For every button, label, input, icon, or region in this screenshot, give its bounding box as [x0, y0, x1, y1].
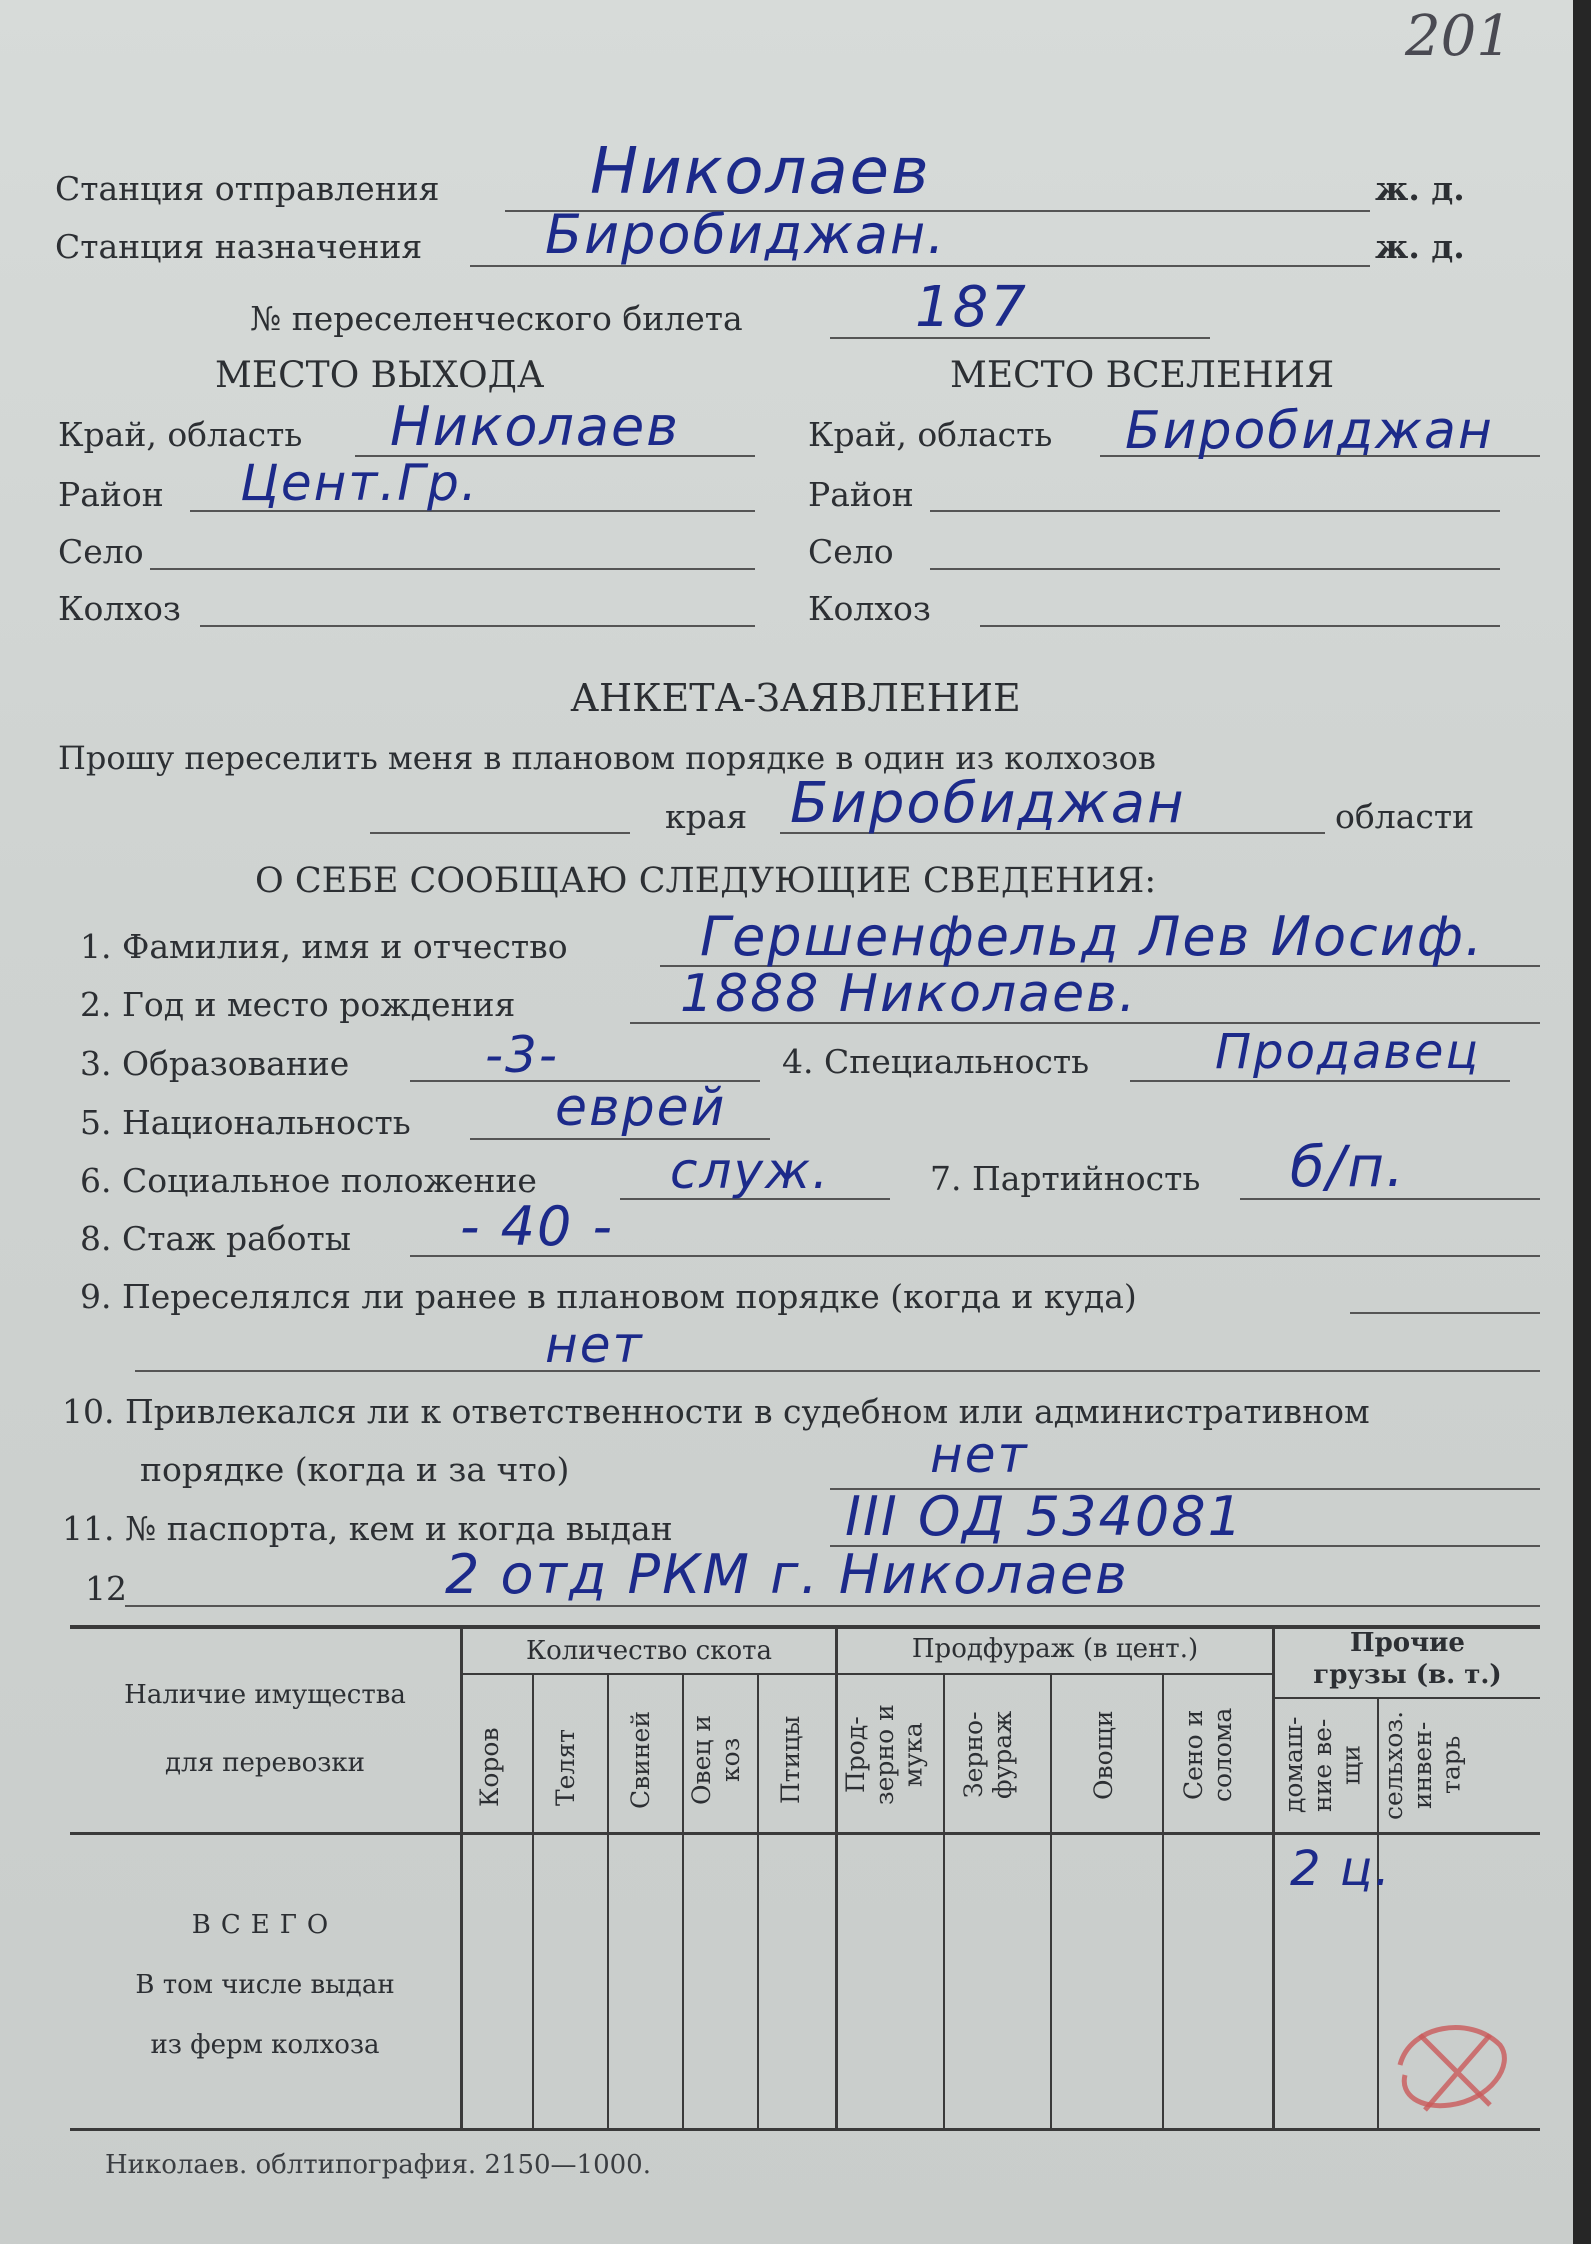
group-other-2: грузы (в. т.)	[1313, 1660, 1502, 1690]
household-value: 2 ц.	[1290, 1841, 1392, 1897]
field-4-underline	[1130, 1080, 1510, 1082]
issued-label-2: из ферм колхоза	[150, 2030, 380, 2060]
col-divider-6	[943, 1675, 945, 2130]
red-mark-stamp	[1380, 2005, 1530, 2125]
field-6-value: служ.	[670, 1142, 830, 1200]
request-line: Прошу переселить меня в плановом порядке в один из колхозов	[58, 739, 1156, 777]
field-12-label: 12	[85, 1569, 127, 1608]
page-edge	[1573, 0, 1591, 2244]
col-divider-3	[682, 1675, 684, 2130]
field-3-value: -3-	[485, 1026, 559, 1084]
field-9-label: 9. Переселялся ли ранее в плановом порядке (когда и куда)	[80, 1277, 1137, 1316]
field-5-underline	[470, 1138, 770, 1140]
col-divider-2	[607, 1675, 609, 2130]
col-divider-7	[1050, 1675, 1052, 2130]
col-pigs: Свиней	[626, 1711, 655, 1809]
origin-region-label: Край, область	[58, 415, 303, 454]
destination-region-value: Биробиджан	[1125, 401, 1494, 461]
destination-district-label: Район	[808, 475, 914, 514]
destination-kolkhoz-label: Колхоз	[808, 589, 931, 628]
oblast-label: области	[1335, 797, 1475, 836]
table-divider-fodder	[1272, 1625, 1275, 2130]
field-9-underline-1	[1350, 1312, 1540, 1314]
destination-village-underline	[930, 568, 1500, 570]
request-blank-underline	[370, 832, 630, 834]
col-grain-fodder: Зерно- фураж	[959, 1710, 1017, 1800]
table-divider-livestock	[835, 1625, 838, 2130]
field-8-value: - 40 -	[460, 1195, 615, 1258]
printer-footer: Николаев. облтипография. 2150—1000.	[105, 2150, 651, 2180]
field-10-label-2: порядке (когда и за что)	[140, 1450, 570, 1489]
destination-heading: МЕСТО ВСЕЛЕНИЯ	[950, 355, 1335, 396]
ticket-value: 187	[915, 275, 1028, 340]
col-sheep-goats: Овец и коз	[687, 1714, 745, 1806]
col-cows: Коров	[475, 1727, 504, 1808]
field-12-value: 2 отд РКМ г. Николаев	[445, 1543, 1129, 1606]
table-bottom-border	[70, 2128, 1540, 2131]
group-fodder: Продфураж (в цент.)	[911, 1634, 1199, 1664]
col-poultry: Птицы	[776, 1715, 805, 1805]
form-title: АНКЕТА-ЗАЯВЛЕНИЕ	[570, 676, 1021, 720]
field-4-value: Продавец	[1215, 1024, 1481, 1080]
field-11-label: 11. № паспорта, кем и когда выдан	[62, 1509, 673, 1548]
destination-value: Биробиджан.	[545, 203, 947, 266]
origin-district-value: Цент.Гр.	[240, 454, 479, 512]
origin-heading: МЕСТО ВЫХОДА	[215, 355, 545, 396]
issued-label-1: В том числе выдан	[135, 1970, 395, 2000]
field-9-underline-2	[135, 1370, 1540, 1372]
table-group-underline	[460, 1673, 1275, 1675]
about-heading: О СЕБЕ СООБЩАЮ СЛЕДУЮЩИЕ СВЕДЕНИЯ:	[255, 861, 1157, 901]
destination-kolkhoz-underline	[980, 625, 1500, 627]
col-farm-tools: сельхоз. инвен- тарь	[1379, 1710, 1466, 1820]
col-divider-8	[1162, 1675, 1164, 2130]
group-livestock: Количество скота	[525, 1636, 773, 1666]
kraya-label: края	[665, 797, 748, 836]
page-number: 201	[1405, 4, 1512, 69]
field-10-value: нет	[930, 1426, 1029, 1484]
col-divider-4	[757, 1675, 759, 2130]
destination-label: Станция назначения	[55, 227, 423, 266]
field-11-value: III ОД 534081	[845, 1485, 1244, 1548]
destination-district-underline	[930, 510, 1500, 512]
group-other-1: Прочие	[1350, 1628, 1465, 1658]
field-5-value: еврей	[555, 1078, 727, 1138]
field-2-label: 2. Год и место рождения	[80, 985, 516, 1024]
field-7-label: 7. Партийность	[930, 1159, 1201, 1198]
departure-value: Николаев	[590, 135, 931, 209]
departure-label: Станция отправления	[55, 169, 440, 208]
col-divider-1	[532, 1675, 534, 2130]
col-grain-flour: Прод- зерно и мука	[841, 1704, 928, 1806]
table-header-bottom-border	[70, 1832, 1540, 1835]
kraya-value: Биробиджан	[790, 771, 1186, 836]
col-hay-straw: Сено и солома	[1179, 1707, 1237, 1803]
destination-rail: ж. д.	[1375, 227, 1465, 266]
field-6-label: 6. Социальное положение	[80, 1161, 537, 1200]
destination-region-label: Край, область	[808, 415, 1053, 454]
field-2-value: 1888 Николаев.	[680, 964, 1138, 1024]
origin-village-underline	[150, 568, 755, 570]
field-4-label: 4. Специальность	[782, 1042, 1090, 1081]
origin-kolkhoz-label: Колхоз	[58, 589, 181, 628]
origin-region-value: Николаев	[390, 395, 681, 458]
total-label: ВСЕГО	[191, 1910, 339, 1940]
field-5-label: 5. Национальность	[80, 1103, 411, 1142]
departure-rail: ж. д.	[1375, 169, 1465, 208]
origin-village-label: Село	[58, 532, 144, 571]
field-1-label: 1. Фамилия, имя и отчество	[80, 927, 568, 966]
col-vegetables: Овощи	[1089, 1710, 1118, 1800]
table-other-underline	[1272, 1697, 1540, 1699]
destination-village-label: Село	[808, 532, 894, 571]
origin-district-label: Район	[58, 475, 164, 514]
property-label-2: для перевозки	[165, 1748, 365, 1778]
table-divider-property	[460, 1625, 463, 2130]
field-7-value: б/п.	[1290, 1135, 1406, 1200]
field-8-label: 8. Стаж работы	[80, 1219, 352, 1258]
field-9-value: нет	[545, 1316, 644, 1374]
field-3-label: 3. Образование	[80, 1044, 350, 1083]
ticket-label: № переселенческого билета	[250, 299, 743, 338]
field-1-value: Гершенфельд Лев Иосиф.	[700, 905, 1485, 968]
field-10-label-1: 10. Привлекался ли к ответственности в судебном или административном	[62, 1392, 1370, 1431]
origin-kolkhoz-underline	[200, 625, 755, 627]
col-household: домаш- ние ве- щи	[1279, 1716, 1366, 1814]
col-calves: Телят	[551, 1729, 580, 1806]
property-label-1: Наличие имущества	[124, 1680, 406, 1710]
